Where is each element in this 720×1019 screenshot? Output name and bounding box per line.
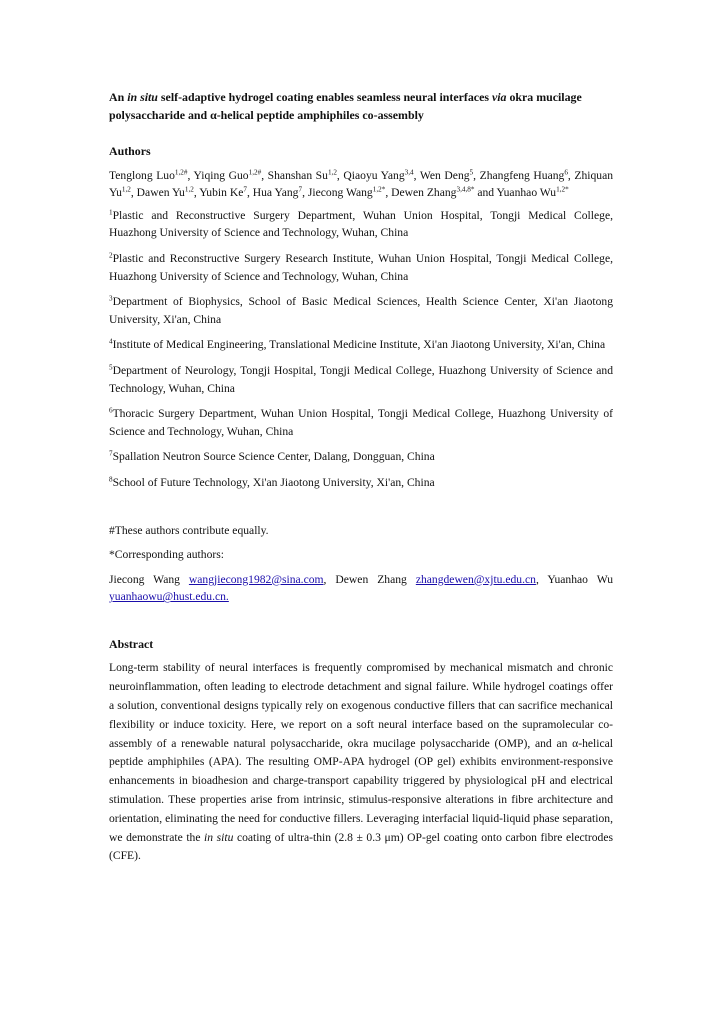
title-text: self-adaptive hydrogel coating enables seamless neural interfaces: [157, 90, 492, 104]
author-affiliation-marker: 1,2#: [248, 168, 262, 177]
affiliation-number: 6: [109, 406, 113, 415]
equal-contribution-note: #These authors contribute equally.: [109, 523, 269, 537]
abstract-text: coating of ultra-thin (2.8 ± 0.3 μm) OP-gel coating onto carbon fibre electrodes (CFE).: [109, 830, 613, 863]
affiliation-text: School of Future Technology, Xi'an Jiaotong University, Xi'an, China: [112, 475, 435, 489]
corresponding-label: *Corresponding authors:: [109, 548, 224, 562]
author-affiliation-marker: 1,2: [184, 185, 194, 194]
affiliation-text: Spallation Neutron Source Science Center, Dalang, Dongguan, China: [112, 450, 435, 464]
affiliation: [109, 207, 613, 242]
email-link-wang[interactable]: wangjiecong1982@sina.com: [188, 572, 324, 586]
author-affiliation-marker: 3,4,8*: [456, 185, 475, 194]
abstract-body: [109, 659, 613, 866]
affiliation: [109, 293, 613, 328]
author-name: Qiaoyu Yang: [343, 168, 405, 182]
affiliation-text: Plastic and Reconstructive Surgery Research Institute, Wuhan Union Hospital, Tongji Medical College, Huazhong University of Science and Technology, Wuhan, China: [109, 251, 613, 283]
author-affiliation-marker: 1,2: [121, 185, 131, 194]
title-italic-via: via: [491, 90, 507, 104]
author-affiliation-marker: 5: [469, 168, 474, 177]
affiliation-number: 5: [109, 363, 113, 372]
author-name: Hua Yang: [252, 186, 299, 200]
affiliation: [109, 362, 613, 397]
author-name: Zhangfeng Huang: [479, 168, 565, 182]
author-name: Wen Deng: [419, 168, 470, 182]
author-affiliation-marker: 1,2*: [556, 185, 569, 194]
abstract-heading: Abstract: [109, 636, 154, 651]
affiliation-number: 1: [109, 208, 113, 217]
corresponding-authors: [109, 571, 613, 606]
author-affiliation-marker: 7: [243, 185, 247, 194]
abstract-italic-in-situ: in situ: [204, 830, 234, 844]
author-affiliation-marker: 1,2: [327, 168, 337, 177]
author-affiliation-marker: 1,2#: [174, 168, 188, 177]
affiliation-number: 3: [109, 294, 113, 303]
author-affiliation-marker: 1,2*: [372, 185, 386, 194]
affiliation: [109, 336, 613, 354]
affiliation-number: 2: [109, 251, 113, 260]
author-affiliation-marker: 3,4: [404, 168, 414, 177]
affiliation-number: 8: [109, 475, 113, 484]
author-name: Yubin Ke: [199, 186, 244, 200]
email-link-zhang[interactable]: zhangdewen@xjtu.edu.cn: [415, 572, 536, 586]
author-name: Yiqing Guo: [193, 168, 249, 182]
affiliation-list: [109, 207, 613, 492]
email-link-wu[interactable]: yuanhaowu@hust.edu.cn.: [109, 590, 229, 604]
author-affiliation-marker: 7: [298, 185, 303, 194]
author-name: Dewen Zhang: [391, 186, 457, 200]
corresponding-name: , Yuanhao Wu: [535, 572, 613, 586]
author-name: Dawen Yu: [136, 186, 185, 200]
affiliation-text: Thoracic Surgery Department, Wuhan Union Hospital, Tongji Medical College, Huazhong University of Science and Technology, Wuhan, China: [109, 407, 613, 438]
authors-heading: Authors: [109, 144, 151, 158]
affiliation: [109, 405, 613, 440]
author-name: Shanshan Su: [267, 168, 328, 182]
author-affiliation-marker: 6: [564, 168, 568, 177]
paper-title: [109, 88, 613, 124]
affiliation-number: 7: [109, 449, 113, 458]
corresponding-name: Jiecong Wang: [109, 572, 189, 586]
author-conjunction: and: [474, 186, 497, 200]
title-text: An: [109, 90, 128, 104]
affiliation: [109, 448, 613, 466]
paper-page: [109, 88, 613, 866]
affiliation-text: Institute of Medical Engineering, Translational Medicine Institute, Xi'an Jiaotong University, Xi'an, China: [112, 338, 606, 352]
abstract-text: Long-term stability of neural interfaces is frequently compromised by mechanical mismatch and chronic neuroinflammation, often leading to electrode detachment and signal failure. While hydrogel coatings offer a solution, conventional designs typically rely on exogenous conductive fillers that can sacrifice mechanical flexibility or induce toxicity. Here, we report on a soft neural interface based on the supramolecular co-assembly of a renewable natural polysaccharide, okra mucilage polysaccharide (OMP), and an α-helical peptide amphiphiles (APA). The resulting OMP-APA hydrogel (OP gel) exhibits environment-responsive enhancements in bioadhesion and charge-transport capability triggered by physiological pH and electrical stimulation. These properties arise from intrinsic, stimulus-responsive alterations in fibre architecture and orientation, eliminating the need for conductive fillers. Leveraging interfacial liquid-liquid phase separation, we demonstrate the: [109, 661, 613, 844]
author-name: Tenglong Luo: [109, 168, 175, 182]
title-text: okra mucilage polysaccharide and α-helical peptide amphiphiles co-assembly: [109, 90, 582, 122]
affiliation: [109, 250, 613, 285]
affiliation: [109, 474, 613, 492]
affiliation-number: 4: [109, 337, 113, 346]
title-italic-in-situ: in situ: [127, 90, 158, 104]
author-name: Yuanhao Wu: [496, 186, 557, 200]
author-list: Tenglong Luo$^{1,2\#}$, Yiqing Guo$^{1,2\#}$, Shanshan Su$^{1,2}$, Qiaoyu Yang$^{3,4}$, Wen Deng$^5$, Zhangfeng Huang$^6$, Zhiquan Yu$^{1,2}$, Dawen Yu$^{1,2}$, Yubin Ke$^7$, Hua Yang$^7$, Jiecong Wang$^{1,2*}$, Dewen Zhang$^{3,4,8*}$ and Yuanhao $Wu^{1,2*}$: [109, 168, 614, 200]
author-name: Zhiquan Yu: [109, 168, 614, 200]
corresponding-name: , Dewen Zhang: [323, 572, 416, 586]
affiliation-text: Department of Neurology, Tongji Hospital, Tongji Medical College, Huazhong University of Science and Technology, Wuhan, China: [109, 363, 613, 395]
affiliation-text: Plastic and Reconstructive Surgery Department, Wuhan Union Hospital, Tongji Medical College, Huazhong University of Science and Technology, Wuhan, China: [109, 208, 613, 240]
author-name: Jiecong Wang: [307, 186, 373, 200]
affiliation-text: Department of Biophysics, School of Basic Medical Sciences, Health Science Center, Xi'an Jiaotong University, Xi'an, China: [109, 295, 613, 326]
